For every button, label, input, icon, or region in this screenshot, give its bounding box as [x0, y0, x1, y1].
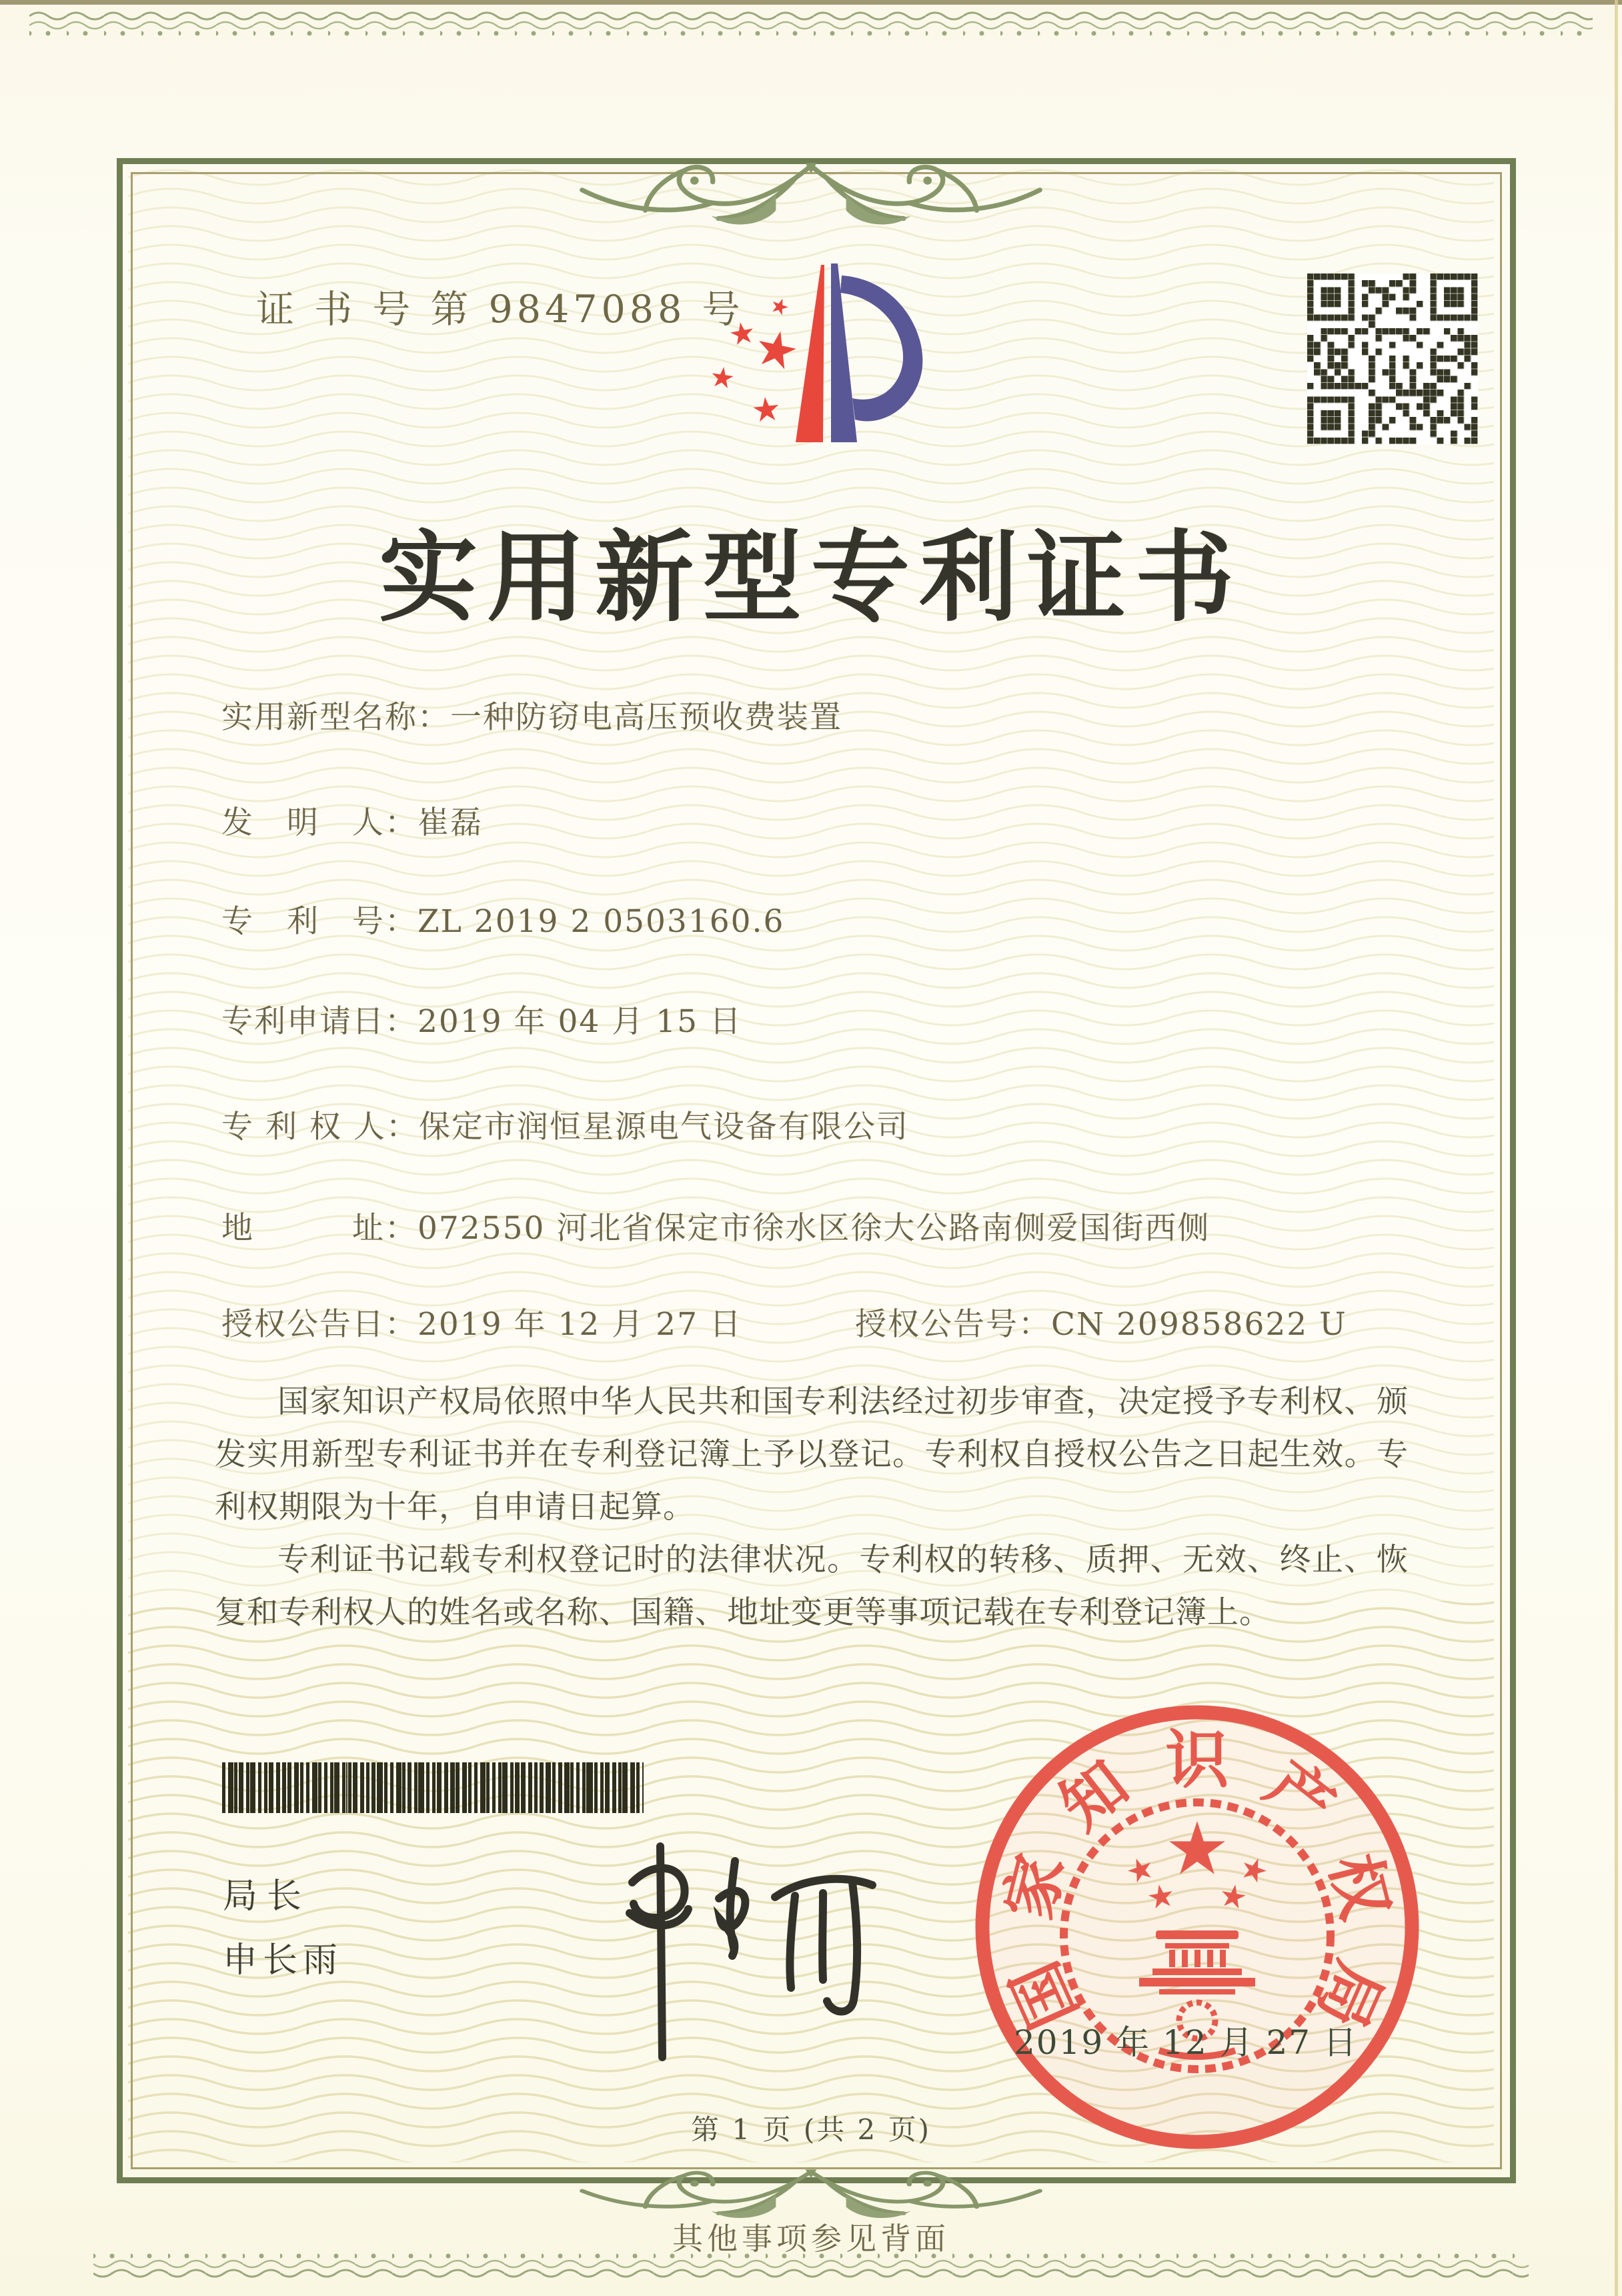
field-filing-date: [221, 997, 742, 1041]
back-side-note: 其他事项参见背面: [672, 2221, 950, 2257]
seal-char: 国: [998, 1950, 1092, 2039]
field-utility-model-name: [221, 692, 842, 737]
scan-edge-top: [0, 0, 1622, 5]
top-lace-border: [29, 9, 1593, 40]
certificate-number: 证 书 号 第 9847088 号: [256, 288, 744, 332]
field-label: 专 利 号：: [221, 903, 418, 940]
legal-paragraph-1: 国家知识产权局依照中华人民共和国专利法经过初步审查，决定授予专利权、颁发实用新型专利证书并在专利登记簿上予以登记。专利权自授权公告之日起生效。专利权期限为十年，自申请日起算。: [215, 1383, 1409, 1526]
seal-char: 局: [1303, 1950, 1397, 2039]
seal-char: 知: [1046, 1746, 1142, 1844]
field-value: 崔磊: [418, 804, 483, 841]
seal-char: 产: [1252, 1746, 1348, 1844]
field-label: 实用新型名称：: [221, 699, 450, 736]
field-grant-date: [221, 1299, 742, 1344]
seal-char: 家: [991, 1846, 1079, 1926]
field-label: 发 明 人：: [221, 804, 418, 841]
field-label: 专利申请日：: [221, 1003, 418, 1040]
page-number: 第 1 页 (共 2 页): [691, 2113, 931, 2146]
legal-paragraph-2: 专利证书记载专利权登记时的法律状况。专利权的转移、质押、无效、终止、恢复和专利权人的姓名或名称、国籍、地址变更等事项记载在专利登记簿上。: [215, 1542, 1409, 1631]
field-patentee: [221, 1102, 909, 1147]
field-value: 保定市润恒星源电气设备有限公司: [418, 1109, 909, 1145]
director-title: 局长: [223, 1876, 311, 1916]
field-address: [221, 1203, 1210, 1248]
field-label: 授权公告日：: [221, 1306, 418, 1343]
field-label: 专 利 权 人：: [221, 1109, 419, 1145]
field-value: 2019 年 12 月 27 日: [418, 1306, 742, 1343]
field-value: 一种防窃电高压预收费装置: [450, 699, 842, 736]
legal-text: [215, 1375, 1409, 1639]
field-grant-number: [855, 1299, 1347, 1344]
field-label: 地 址：: [221, 1210, 418, 1247]
field-value: CN 209858622 U: [1051, 1306, 1347, 1343]
top-frame-ornament: [544, 151, 1078, 239]
director-signature: [560, 1818, 907, 2065]
seal-char: 权: [1315, 1846, 1403, 1926]
certificate-title: 实用新型专利证书: [379, 519, 1243, 635]
field-value: 072550 河北省保定市徐水区徐大公路南侧爱国街西侧: [418, 1210, 1210, 1247]
field-patent-number: [221, 897, 784, 941]
scan-edge-right: [1615, 0, 1618, 2296]
field-inventor: [221, 798, 483, 842]
qr-code: [1307, 273, 1478, 444]
field-label: 授权公告号：: [855, 1306, 1051, 1343]
field-value: ZL 2019 2 0503160.6: [418, 903, 785, 940]
barcode: [222, 1762, 644, 1813]
cnipa-logo: [704, 240, 936, 466]
seal-date: 2019 年 12 月 27 日: [1014, 2023, 1358, 2062]
official-seal: [966, 1696, 1429, 2159]
seal-char: 识: [1165, 1723, 1229, 1797]
field-value: 2019 年 04 月 15 日: [418, 1003, 742, 1040]
director-name: 申长雨: [223, 1940, 343, 1980]
